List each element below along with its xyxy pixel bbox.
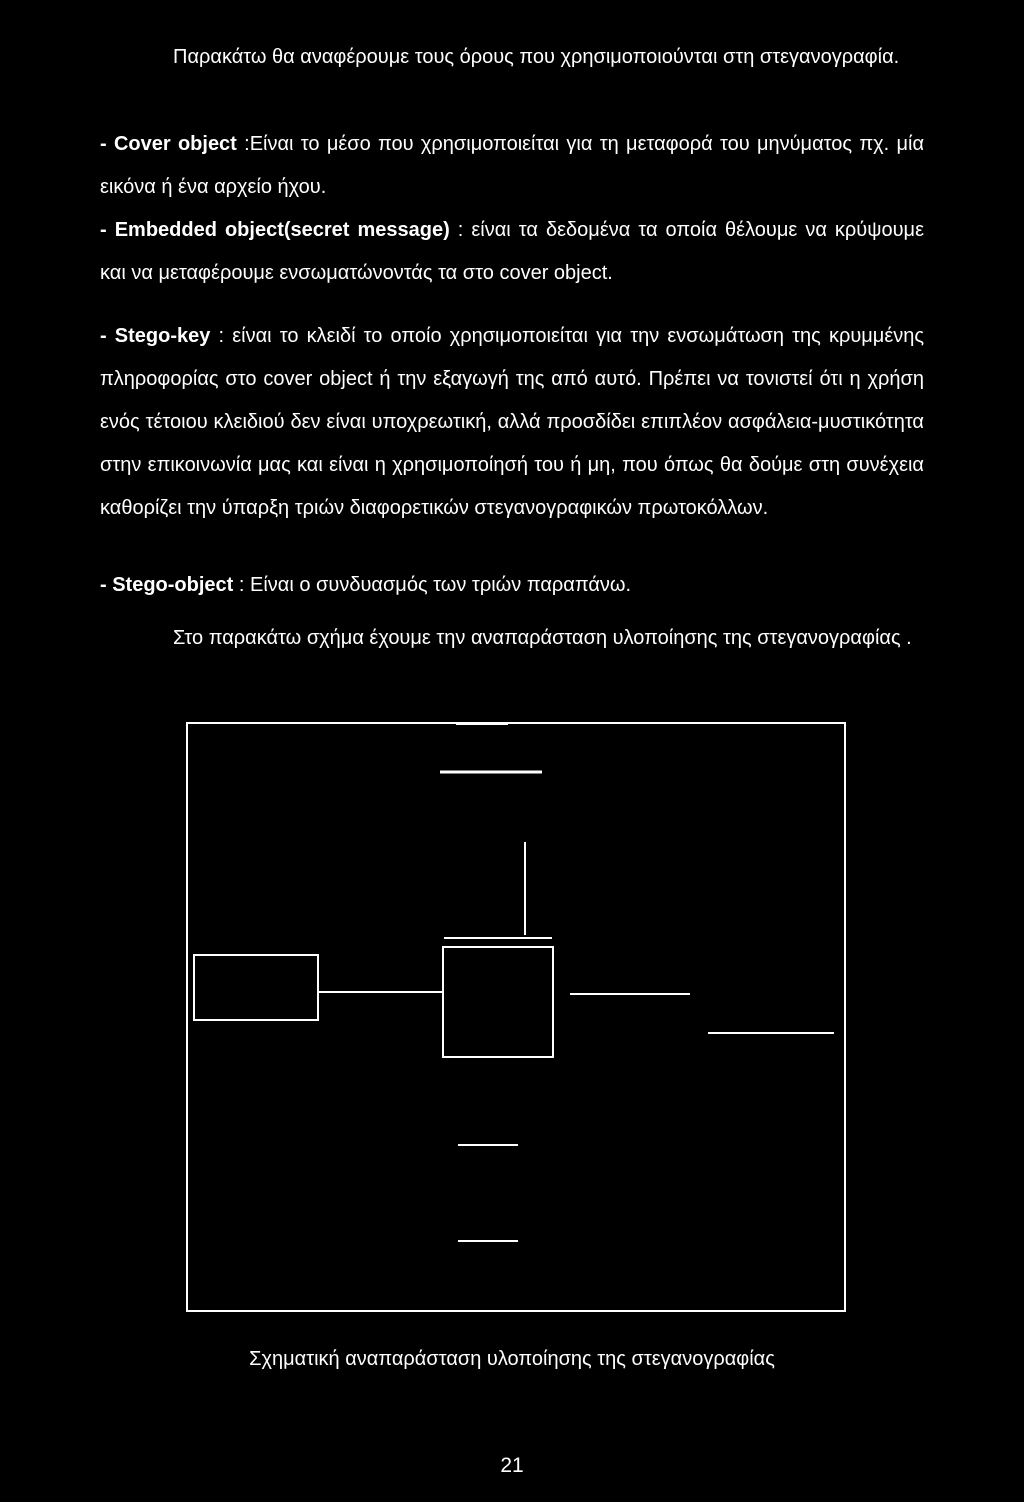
figure-caption: Σχηματική αναπαράσταση υλοποίησης της στεγανογραφίας bbox=[249, 1348, 775, 1370]
term-stego-key bbox=[100, 315, 924, 530]
term-stego-object bbox=[100, 564, 924, 607]
term-definition: : είναι το κλειδί το οποίο χρησιμοποιείται για την ενσωμάτωση της κρυμμένης πληροφορίας στο cover object ή την εξαγωγή της από αυτό. Πρέπει να τονιστεί ότι η χρήση ενός τέτοιου κλειδιού δεν είναι υποχρεωτική, αλλά προσδίδει επιπλέον ασφάλεια-μυστικότητα στην επικοινωνία μας και είναι η χρησιμοποίησή του ή μη, που όπως θα δούμε στη συνέχεια καθορίζει την ύπαρξη τριών διαφορετικών στεγανογραφικών πρωτοκόλλων. bbox=[100, 325, 924, 519]
term-label: - Stego-key bbox=[100, 325, 211, 347]
figure-intro-paragraph: Στο παρακάτω σχήμα έχουμε την αναπαράσταση υλοποίησης της στεγανογραφίας . bbox=[173, 627, 912, 649]
term-label: - Cover object bbox=[100, 133, 237, 155]
term-definition: : είναι τα δεδομένα τα οποία θέλουμε να κρύψουμε και να μεταφέρουμε ενσωματώνοντάς τα στο cover object. bbox=[100, 219, 924, 284]
term-label: - Stego-object bbox=[100, 574, 234, 596]
term-cover-object bbox=[100, 123, 924, 209]
figure-frame bbox=[187, 723, 845, 1311]
term-embedded-object bbox=[100, 209, 924, 295]
term-label: - Embedded object(secret message) bbox=[100, 219, 450, 241]
cover-object-box bbox=[194, 955, 318, 1020]
term-definition: : Είναι ο συνδυασμός των τριών παραπάνω. bbox=[233, 574, 632, 596]
intro-paragraph: Παρακάτω θα αναφέρουμε τους όρους που χρησιμοποιούνται στη στεγανογραφία. bbox=[173, 46, 900, 68]
page-number: 21 bbox=[500, 1454, 524, 1477]
term-definition: :Είναι το μέσο που χρησιμοποιείται για τη μεταφορά του μηνύματος πχ. μία εικόνα ή ένα αρχείο ήχου. bbox=[100, 133, 924, 198]
embedding-process-box bbox=[443, 947, 553, 1057]
steganography-diagram bbox=[186, 722, 846, 1312]
